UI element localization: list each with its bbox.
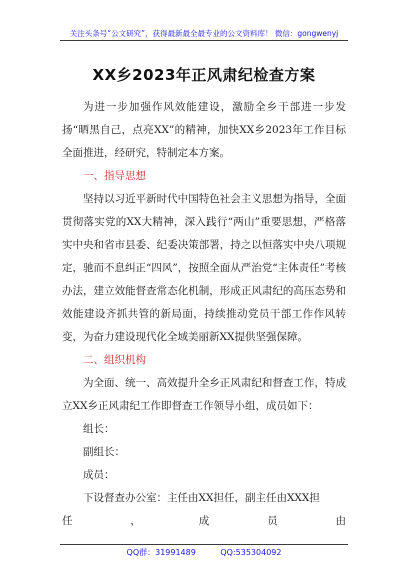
- last-line-word: 任: [62, 515, 73, 527]
- guiding-ideology-paragraph: 坚持以习近平新时代中国特色社会主义思想为指导，全面贯彻落实党的XX大精神，深入践行“两山”重要思想，严格落实中央和省市县委、纪委决策部署，持之以恒落实中央八项规定，驰而不息纠正“四风”，按照全面从严治党“主体责任”考核办法，建立效能督查常态化机制，形成正风肃纪的高压态势和效能建设齐抓共管的新局面，持续推动党员干部工作作风转变，为奋力建设现代化全域美丽新XX提供坚强保障。: [62, 193, 346, 343]
- deputy-leader-line: 副组长：: [83, 446, 125, 458]
- footer: [0, 547, 408, 558]
- last-line: [62, 510, 346, 533]
- last-line-word: 员: [267, 515, 278, 527]
- leader-line: 组长：: [83, 423, 115, 435]
- intro-paragraph: 为进一步加强作风效能建设，激励全乡干部进一步发扬“晒黑自己，点亮XX”的精神，加快XX乡2023年工作目标全面推进，经研究，特制定本方案。: [62, 101, 346, 159]
- member-line: 成员：: [83, 469, 115, 481]
- document-body: [62, 96, 346, 533]
- section-heading-guiding-ideology: 一、指导思想: [83, 170, 146, 182]
- section-heading-organization: 二、组织机构: [83, 354, 146, 366]
- footer-qq-group: QQ群：31991489: [126, 548, 196, 557]
- header-note: 关注头条号“公文研究”，获得最新最全最专业的公文资料库！ 微信：gongwenyj: [69, 29, 339, 38]
- footer-divider: [60, 544, 348, 545]
- last-line-word: 成: [198, 515, 210, 527]
- office-line: 下设督查办公室：主任由XX担任，副主任由XXX担: [83, 492, 320, 504]
- footer-qq: QQ:535304092: [220, 548, 282, 557]
- last-line-word: ，: [130, 515, 141, 527]
- last-line-word: 由: [335, 515, 346, 527]
- document-title: XX乡2023年正风肃纪检查方案: [92, 66, 316, 84]
- header-divider: [60, 40, 348, 41]
- organization-paragraph: 为全面、统一、高效提升全乡正风肃纪和督查工作，特成立XX乡正风肃纪工作即督查工作领导小组，成员如下：: [62, 377, 346, 412]
